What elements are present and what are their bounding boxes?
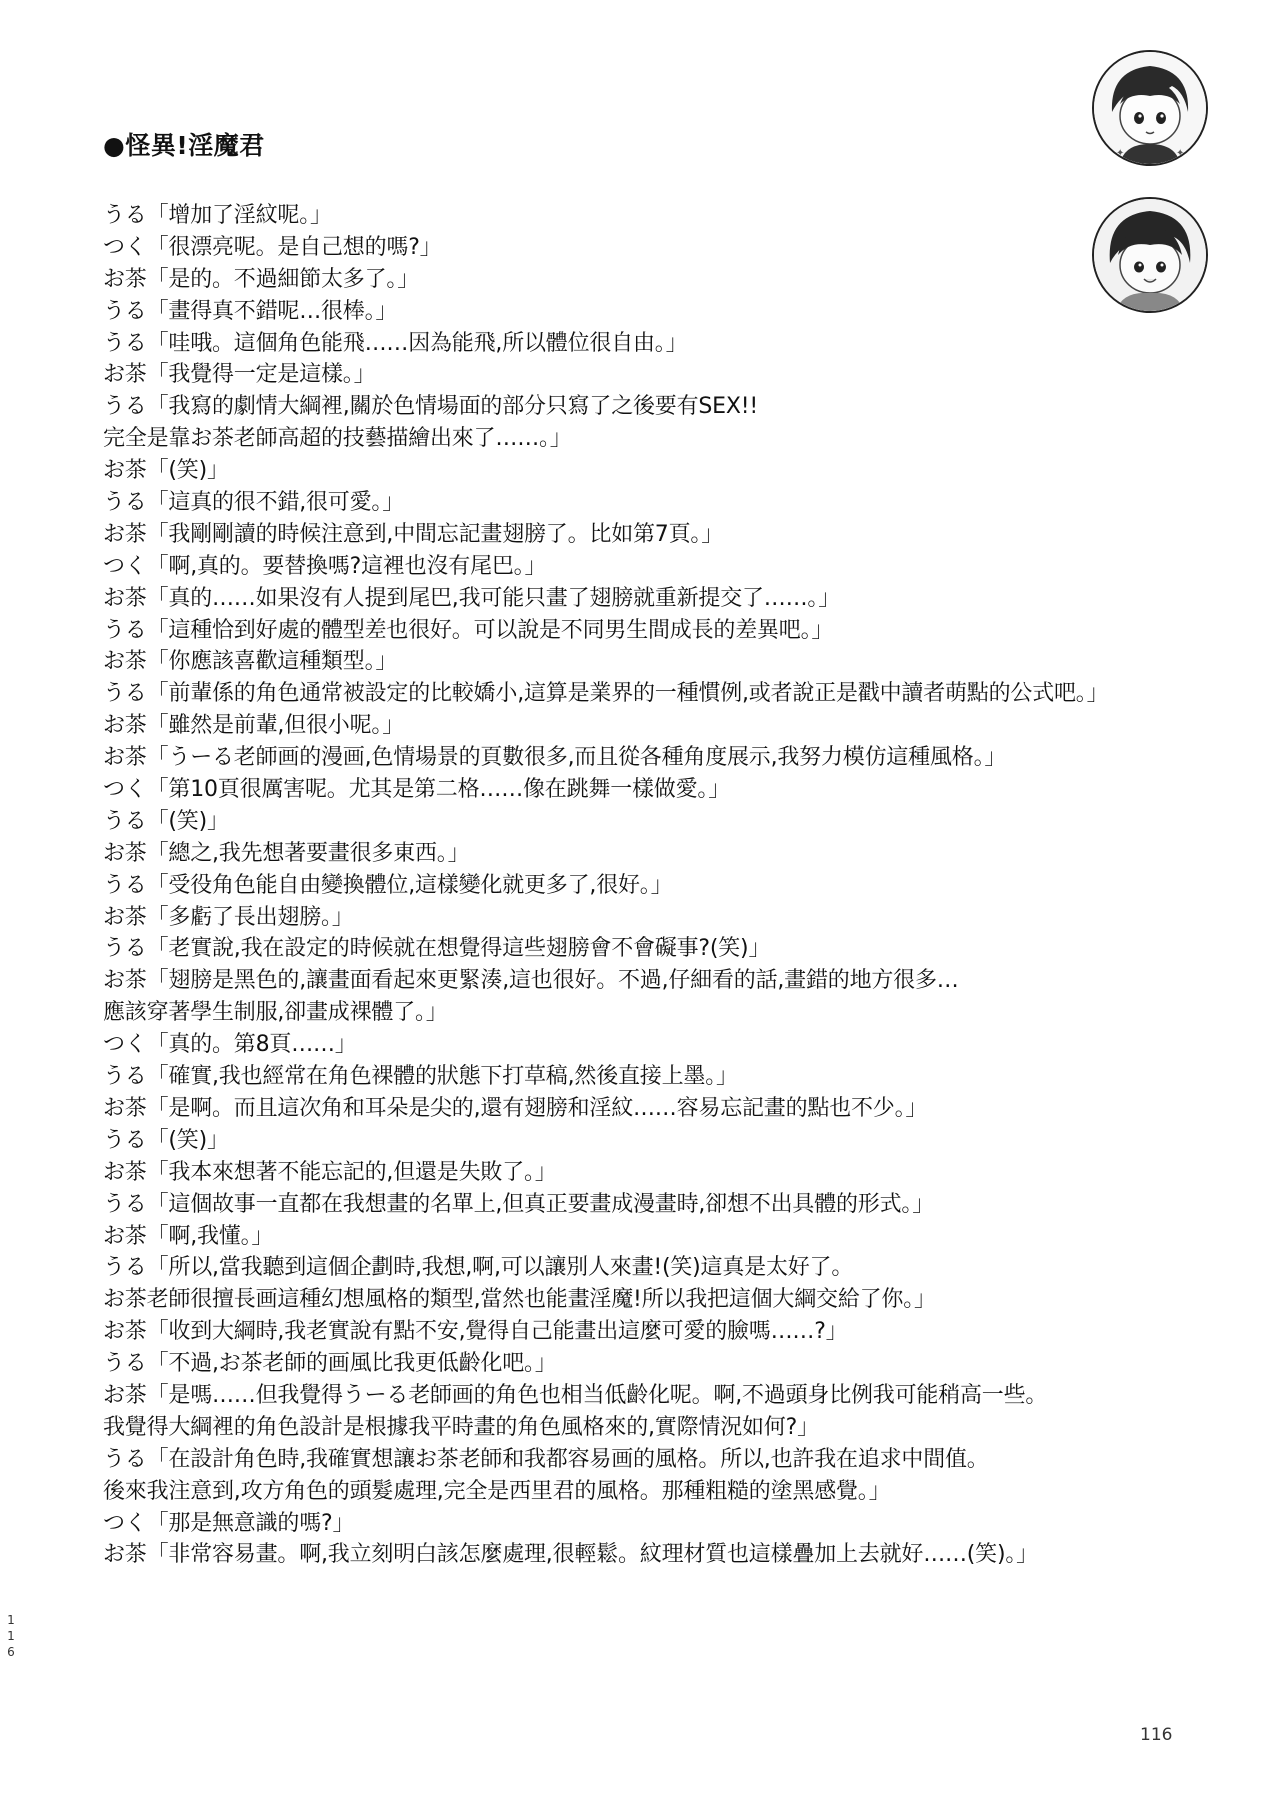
dialogue-line: お茶「是啊。而且這次角和耳朵是尖的,還有翅膀和淫紋……容易忘記畫的點也不少。」 [103, 1095, 928, 1121]
chibi-portrait-icon [1094, 52, 1206, 164]
dialogue-line: うる「我寫的劇情大綱裡,關於色情場面的部分只寫了之後要有SEX!! [103, 394, 758, 420]
dialogue-line: うる「(笑)」 [103, 808, 229, 834]
dialogue-line: お茶「非常容易畫。啊,我立刻明白該怎麼處理,很輕鬆。紋理材質也這樣疊加上去就好……(笑)。」 [103, 1542, 1038, 1568]
dialogue-line: お茶「我剛剛讀的時候注意到,中間忘記畫翅膀了。比如第7頁。」 [103, 521, 723, 547]
dialogue-line: うる「不過,お茶老師的画風比我更低齡化吧。」 [103, 1351, 557, 1377]
dialogue-line: うる「老實說,我在設定的時候就在想覺得這些翅膀會不會礙事?(笑)」 [103, 936, 771, 962]
dialogue-line: お茶「是嗎……但我覺得うーる老師画的角色也相当低齡化呢。啊,不過頭身比例我可能稍高一些。 [103, 1382, 1048, 1408]
dialogue-line: お茶「我覺得一定是這樣。」 [103, 362, 376, 388]
dialogue-line: つく「啊,真的。要替換嗎?這裡也沒有尾巴。」 [103, 553, 547, 579]
dialogue-line: うる「(笑)」 [103, 1127, 229, 1153]
dialogue-line: うる「受役角色能自由變換體位,這樣變化就更多了,很好。」 [103, 872, 673, 898]
dialogue-line: お茶「翅膀是黑色的,讓畫面看起來更緊湊,這也很好。不過,仔細看的話,畫錯的地方很多… [103, 968, 959, 994]
dialogue-line: うる「畫得真不錯呢…很棒。」 [103, 298, 398, 324]
dialogue-line: お茶「雖然是前輩,但很小呢。」 [103, 713, 404, 739]
dialogue-line: お茶「我本來想著不能忘記的,但還是失敗了。」 [103, 1159, 557, 1185]
dialogue-line: お茶「多虧了長出翅膀。」 [103, 904, 354, 930]
dialogue-line: 應該穿著學生制服,卻畫成裸體了。」 [103, 1000, 448, 1026]
dialogue-line: うる「這種恰到好處的體型差也很好。可以說是不同男生間成長的差異吧。」 [103, 617, 834, 643]
dialogue-line: お茶老師很擅長画這種幻想風格的類型,當然也能畫淫魔!所以我把這個大綱交給了你。」 [103, 1287, 936, 1313]
dialogue-line: うる「前輩係的角色通常被設定的比較嬌小,這算是業界的一種慣例,或者說正是戳中讀者萌點的公式吧。」 [103, 681, 1109, 707]
dialogue-line: お茶「(笑)」 [103, 458, 229, 484]
dialogue-line: 我覺得大綱裡的角色設計是根據我平時畫的角色風格來的,實際情況如何?」 [103, 1414, 819, 1440]
svg-text:✦: ✦ [1176, 148, 1185, 159]
dialogue-line: つく「真的。第8頁……」 [103, 1032, 357, 1058]
dialogue-line: うる「哇哦。這個角色能飛……因為能飛,所以體位很自由。」 [103, 330, 688, 356]
dialogue-line: お茶「是的。不過細節太多了。」 [103, 266, 420, 292]
dialogue-line: うる「這真的很不錯,很可愛。」 [103, 490, 404, 516]
dialogue-body [103, 200, 1223, 1571]
dialogue-line: うる「確實,我也經常在角色裸體的狀態下打草稿,然後直接上墨。」 [103, 1064, 738, 1090]
dialogue-line: お茶「真的……如果沒有人提到尾巴,我可能只畫了翅膀就重新提交了……。」 [103, 585, 840, 611]
dialogue-line: お茶「うーる老師画的漫画,色情場景的頁數很多,而且從各種角度展示,我努力模仿這種風格。」 [103, 745, 1007, 771]
dialogue-line: うる「在設計角色時,我確實想讓お茶老師和我都容易画的風格。所以,也許我在追求中間值。 [103, 1446, 989, 1472]
dialogue-line: うる「所以,當我聽到這個企劃時,我想,啊,可以讓別人來畫!(笑)這真是太好了。 [103, 1255, 854, 1281]
author-avatar-1 [1092, 50, 1208, 166]
svg-text:✦: ✦ [1116, 148, 1125, 159]
dialogue-line: お茶「你應該喜歡這種類型。」 [103, 649, 398, 675]
dialogue-line: うる「這個故事一直都在我想畫的名單上,但真正要畫成漫畫時,卻想不出具體的形式。」 [103, 1191, 934, 1217]
page-number: 116 [1140, 1725, 1173, 1745]
dialogue-line: つく「很漂亮呢。是自己想的嗎?」 [103, 234, 442, 260]
dialogue-line: つく「那是無意識的嗎?」 [103, 1510, 355, 1536]
dialogue-line: つく「第10頁很厲害呢。尤其是第二格……像在跳舞一樣做愛。」 [103, 777, 730, 803]
dialogue-line: 完全是靠お茶老師高超的技藝描繪出來了……。」 [103, 426, 572, 452]
side-page-number: 1 1 6 [7, 1613, 15, 1659]
dialogue-line: 後來我注意到,攻方角色的頭髮處理,完全是西里君的風格。那種粗糙的塗黑感覺。」 [103, 1478, 891, 1504]
dialogue-line: お茶「啊,我懂。」 [103, 1223, 274, 1249]
dialogue-line: お茶「總之,我先想著要畫很多東西。」 [103, 840, 470, 866]
section-title: ●怪異!淫魔君 [103, 131, 265, 160]
dialogue-line: お茶「收到大綱時,我老實說有點不安,覺得自己能畫出這麼可愛的臉嗎……?」 [103, 1319, 848, 1345]
dialogue-line: うる「增加了淫紋呢。」 [103, 203, 332, 228]
